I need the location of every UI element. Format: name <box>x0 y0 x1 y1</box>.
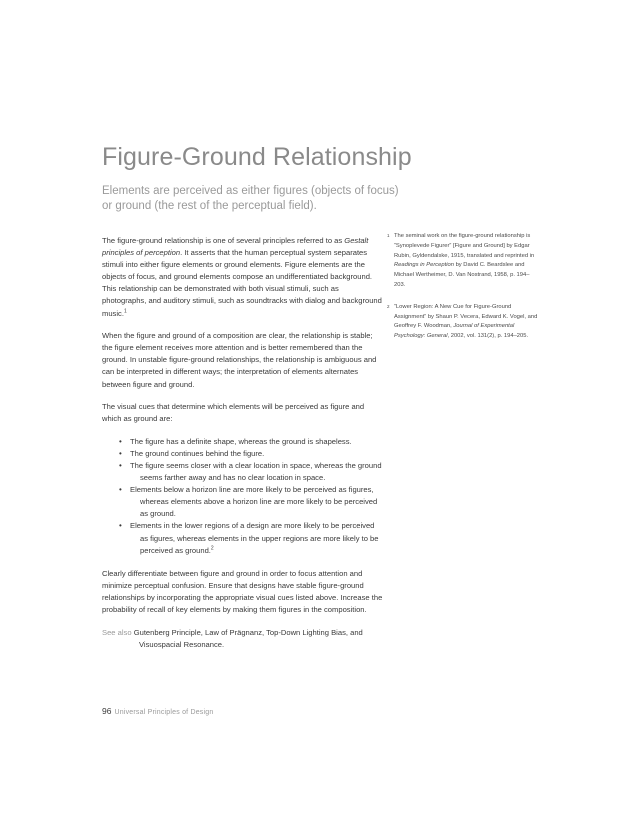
body-paragraph-4: Clearly differentiate between figure and ground in order to focus attention and minimize perceptual confusion. Ensure that designs have stable figure-ground relationships by incorporating the appropriate visual cues listed above. Increase the probability of recall of key elements by making them figures in the composition. <box>102 568 383 615</box>
page-title: Figure-Ground Relationship <box>102 143 412 171</box>
visual-cues-list <box>102 436 384 557</box>
bullet-icon: • <box>119 521 122 531</box>
body-paragraph-2: When the figure and ground of a composition are clear, the relationship is stable; the figure element receives more attention and is better remembered than the ground. In unstable figure-ground relationships, the relationship is ambiguous and can be interpreted in different ways; the interpretation of elements alternates between figure and ground. <box>102 331 377 389</box>
list-item: • The figure has a definite shape, whereas the ground is shapeless. <box>102 436 384 448</box>
footnote-1: 1 The seminal work on the figure-ground relationship is “Synoplevede Figurer” [Figure and Ground] by Edgar Rubin, Gyldendalske, 1915, translated and reprinted in Readings in Perception by David C. Beardslee and Michael Wertheimer, D. Van Nostrand, 1958, p. 194–203. <box>387 233 535 288</box>
page-subtitle <box>102 184 402 214</box>
page-number: 96 <box>102 706 112 716</box>
page-footer <box>102 706 213 716</box>
main-text-column <box>102 235 384 661</box>
subtitle-line-1: Elements are perceived as either figures (objects of focus) <box>102 185 399 197</box>
footnotes-column <box>387 232 539 354</box>
bullet-icon: • <box>119 485 122 495</box>
see-also-label: See also <box>102 627 132 637</box>
gestalt-term: Gestalt principles of perception <box>102 236 369 258</box>
footnote-ref-2[interactable]: 2 <box>210 545 214 552</box>
subtitle-line-2: or ground (the rest of the perceptual field). <box>102 200 317 212</box>
bullet-icon: • <box>119 461 122 470</box>
body-paragraph-3: The visual cues that determine which elements will be perceived as figure and which as ground are: <box>102 402 365 424</box>
footnote-number: 1 <box>387 233 390 238</box>
list-item: • Elements in the lower regions of a design are more likely to be perceived as figures, whereas elements in the upper regions are more likely to be perceived as ground.$^2$ <box>119 521 379 555</box>
list-item: • The ground continues behind the figure. <box>102 448 384 460</box>
book-title: Universal Principles of Design <box>114 709 214 716</box>
list-item: • The figure seems closer with a clear location in space, whereas the ground seems farther away and has no clear location in space. <box>119 461 382 483</box>
body-paragraph-1: The figure-ground relationship is one of several principles referred to as Gestalt principles of perception. It asserts that the human perceptual system separates stimuli into either figure elements or ground elements. Figure elements are the objects of focus, and ground elements compose an undifferentiated background. This relationship can be demonstrated with both visual stimuli, such as photographs, and auditory stimuli, such as soundtracks with dialog and background music.$^1$ <box>102 236 382 318</box>
bullet-icon: • <box>119 448 122 458</box>
footnote-2: 2 “Lower Region: A New Cue for Figure-Ground Assignment” by Shaun P. Vecera, Edward K. Vogel, and Geoffrey F. Woodman, Journal of Experimental Psychology: General, 2002, vol. 131(2), p. 194–205. <box>387 303 538 340</box>
see-also-links[interactable]: Gutenberg Principle, Law of Prägnanz, Top-Down Lighting Bias, and Visuospacial Resonance. <box>133 627 363 649</box>
list-item: • Elements below a horizon line are more likely to be perceived as figures, whereas elements above a horizon line are more likely to be perceived as ground. <box>119 485 378 519</box>
see-also <box>102 627 384 651</box>
footnote-ref-1[interactable]: 1 <box>123 308 127 315</box>
footnote-number: 2 <box>387 303 390 309</box>
bullet-icon: • <box>119 436 122 446</box>
